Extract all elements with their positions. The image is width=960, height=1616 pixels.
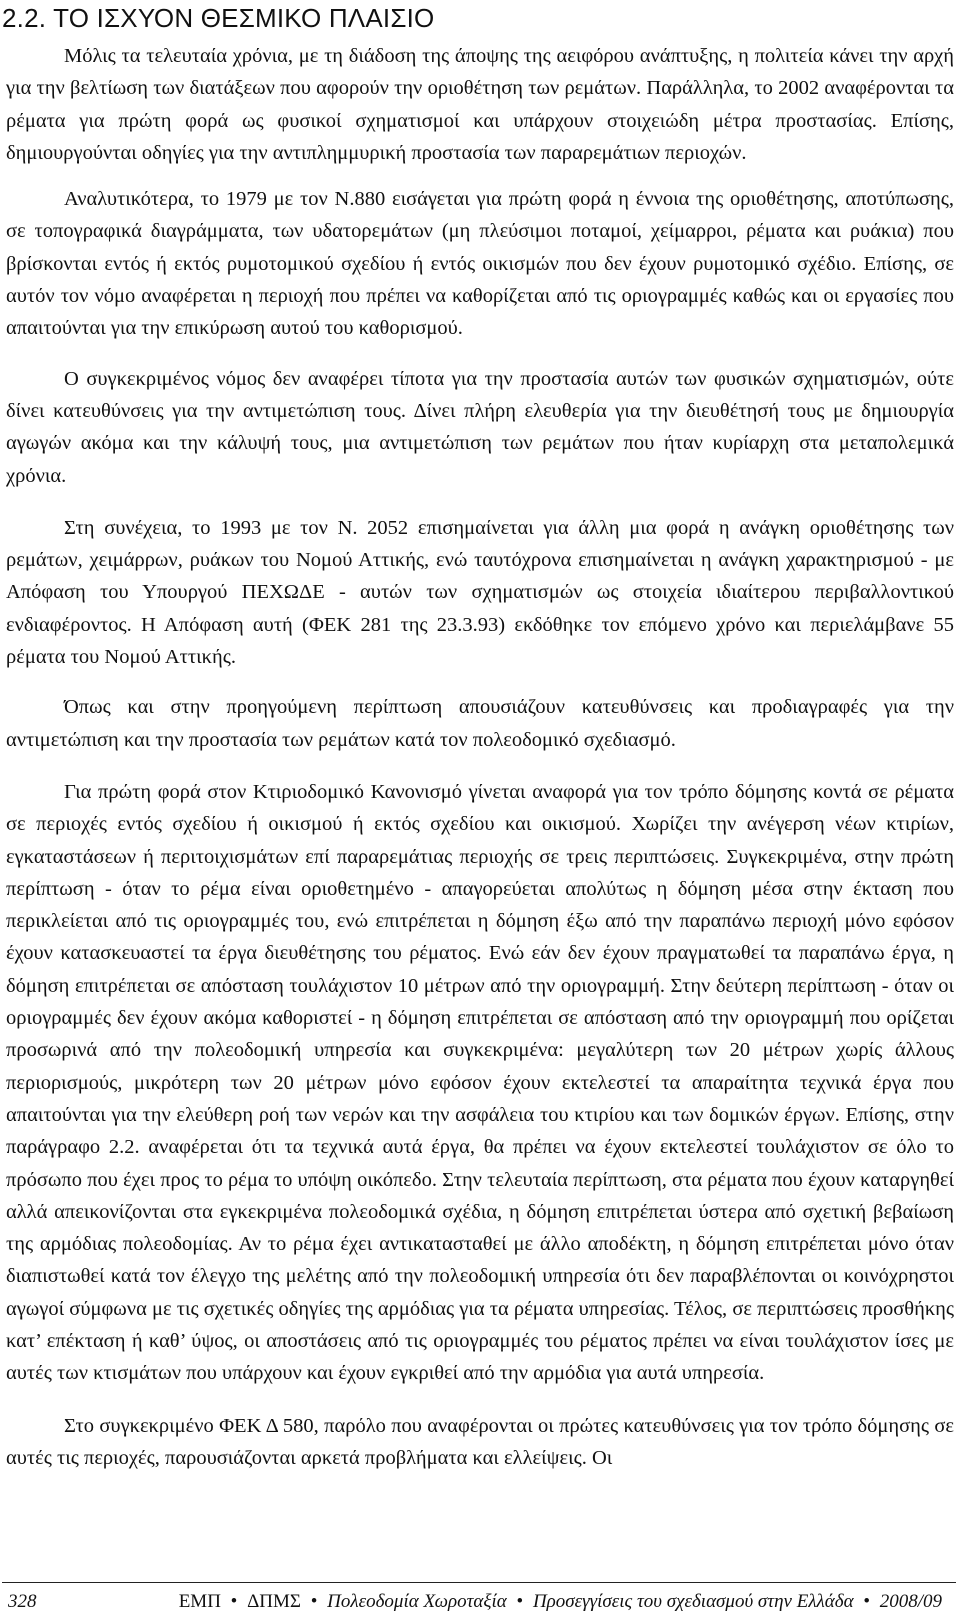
paragraph: Για πρώτη φορά στον Κτιριοδομικό Κανονισμό γίνεται αναφορά για τον τρόπο δόμησης κοντά σε ρέματα σε περιοχές εντός σχεδίου ή οικισμού ή εκτός σχεδίου και οικισμού. Χωρίζει την ανέγερση νέων κτιρίων, εγκαταστάσεων ή περιτοιχισμάτων επί παραρεμάτιας περιοχής σε τρεις περιπτώσεις. Συγκεκριμένα, στην πρώτη περίπτωση - όταν το ρέμα είναι οριοθετημένο - απαγορεύεται απολύτως η δόμηση μέσα στην έκταση που περικλείεται από τις οριογραμμές του, ενώ επιτρέπεται η δόμηση έξω από την παραπάνω περιοχή μόνο εφόσον έχουν κατασκευαστεί τα έργα διευθέτησης του ρέματος. Ενώ εάν δεν έχουν πραγματωθεί τα παραπάνω έργα, η δόμηση επιτρέπεται σε απόσταση τουλάχιστον 10 μέτρων από την οριογραμμή. Στην δεύτερη περίπτωση - όταν οι οριογραμμές δεν έχουν ακόμα καθοριστεί - η δόμηση επιτρέπεται σε απόσταση από την οριογραμμή που ορίζεται προσωρινά από την πολεοδομική υπηρεσία και συγκεκριμένα: μεγαλύτερη των 20 μέτρων χωρίς άλλους περιορισμούς, μικρότερη των 20 μέτρων μόνο εφόσον έχουν εκτελεστεί τα απαραίτητα τεχνικά έργα που απαιτούνται για την ελεύθερη ροή των νερών και την ασφάλεια του κτιρίου και των δομικών έργων. Επίσης, στην παράγραφο 2.2. αναφέρεται ότι τα τεχνικά αυτά έργα, θα πρέπει να έχουν εκτελεστεί τουλάχιστον σε όλο το πρόσωπο που έχει προς το ρέμα το υπόψη οικόπεδο. Στην τελευταία περίπτωση, στα ρέματα που έχουν καταργηθεί αλλά απεικονίζονται στα εγκεκριμένα πολεοδομικά σχέδια, η δόμηση επιτρέπεται ύστερα από σχετική βεβαίωση της αρμόδιας πολεοδομίας. Αν το ρέμα έχει αντικατασταθεί με άλλο αποδέκτη, η δόμηση επιτρέπεται μόνο όταν διαπιστωθεί κατά τον έλεγχο της μελέτης από την πολεοδομική υπηρεσία ότι δεν παραβλέπονται οι κοινόχρηστοι αγωγοί σύμφωνα με τις σχετικές οδηγίες της αρμόδιας για τα ρέματα υπηρεσίας. Τέλος, σε περιπτώσεις προσθήκης κατ’ επέκταση ή καθ’ ύψος, οι αποστάσεις από τις οριογραμμές του ρέματος πρέπει να είναι τουλάχιστον ίσες με αυτές των κτισμάτων που υπάρχουν και έχουν εγκριθεί από την αρμόδια για αυτά υπηρεσία. xyxy=(6,780,954,1385)
paragraph: Στο συγκεκριμένο ΦΕΚ Δ 580, παρόλο που αναφέρονται οι πρώτες κατευθύνσεις για τον τρόπο δόμησης σε αυτές τις περιοχές, παρουσιάζονται αρκετά προβλήματα και ελλείψεις. Οι xyxy=(6,1414,954,1469)
paragraph: Αναλυτικότερα, το 1979 με τον Ν.880 εισάγεται για πρώτη φορά η έννοια της οριοθέτησης, αποτύπωσης, σε τοπογραφικά διαγράμματα, των υδατορεμάτων (μη πλεύσιμοι ποταμοί, χείμαρροι, ρέματα και ρυάκια) που βρίσκονται εντός ή εκτός ρυμοτομικού σχεδίου ή εντός οικισμών που δεν έχουν ρυμοτομικό σχέδιο. Επίσης, σε αυτόν τον νόμο αναφέρεται η περιοχή που πρέπει να καθορίζεται από τις οριογραμμές καθώς και οι εργασίες που απαιτούνται για την επικύρωση αυτού του καθορισμού. xyxy=(6,188,954,340)
footer-meta xyxy=(179,1590,942,1614)
paragraph: Μόλις τα τελευταία χρόνια, με τη διάδοση της άποψης της αειφόρου ανάπτυξης, η πολιτεία κάνει την αρχή για την βελτίωση των διατάξεων που αφορούν την οριοθέτηση των ρεμάτων. Παράλληλα, το 2002 αναφέρονται τα ρέματα για πρώτη φορά ως φυσικοί σχηματισμοί και υπάρχουν στοιχειώδη μέτρα προστασίας. Επίσης, δημιουργούνται οδηγίες για την αντιπλημμυρική προστασία των παραρεμάτιων περιοχών. xyxy=(6,45,954,164)
footer-divider xyxy=(2,1582,956,1583)
footer-year: 2008/09 xyxy=(879,1591,942,1612)
footer-org: ΕΜΠ xyxy=(178,1591,221,1612)
body-text xyxy=(6,40,954,1474)
page-number: 328 xyxy=(8,1591,37,1612)
paragraph: Ο συγκεκριμένος νόμος δεν αναφέρει τίποτα για την προστασία αυτών των φυσικών σχηματισμών, ούτε δίνει κατευθύνσεις για την αντιμετώπιση τους. Δίνει πλήρη ελευθερία για την διευθέτησή τους με δημιουργία αγωγών ακόμα και την κάλυψή τους, μια αντιμετώπιση των ρεμάτων που ήταν κυρίαρχη στα μεταπολεμικά χρόνια. xyxy=(6,367,954,487)
footer-separator: • xyxy=(310,1591,318,1612)
footer-separator: • xyxy=(516,1591,524,1612)
footer-separator: • xyxy=(863,1591,870,1612)
section-heading: 2.2. ΤΟ ΙΣΧΥΟΝ ΘΕΣΜΙΚΟ ΠΛΑΙΣΙΟ xyxy=(2,3,435,33)
footer-department: ΔΠΜΣ xyxy=(247,1591,301,1612)
page-footer xyxy=(8,1590,942,1614)
footer-course: Προσεγγίσεις του σχεδιασμού στην Ελλάδα xyxy=(532,1591,854,1612)
paragraph: Στη συνέχεια, το 1993 με τον Ν. 2052 επισημαίνεται για άλλη μια φορά η ανάγκη οριοθέτησης των ρεμάτων, χειμάρρων, ρυάκων του Νομού Αττικής, ενώ ταυτόχρονα επισημαίνεται η ανάγκη χαρακτηρισμού - με Απόφαση του Υπουργού ΠΕΧΩΔΕ - αυτών των σχηματισμών ως στοιχεία ιδιαίτερου περιβαλλοντικού ενδιαφέροντος. Η Απόφαση αυτή (ΦΕΚ 281 της 23.3.93) εκδόθηκε τον επόμενο χρόνο και περιελάμβανε 55 ρέματα του Νομού Αττικής. xyxy=(6,516,954,669)
footer-program: Πολεοδομία Χωροταξία xyxy=(327,1591,507,1612)
paragraph: Όπως και στην προηγούμενη περίπτωση απουσιάζουν κατευθύνσεις και προδιαγραφές για την αντιμετώπιση και την προστασία των ρεμάτων κατά τον πολεοδομικό σχεδιασμό. xyxy=(6,696,954,751)
footer-separator: • xyxy=(230,1591,238,1612)
